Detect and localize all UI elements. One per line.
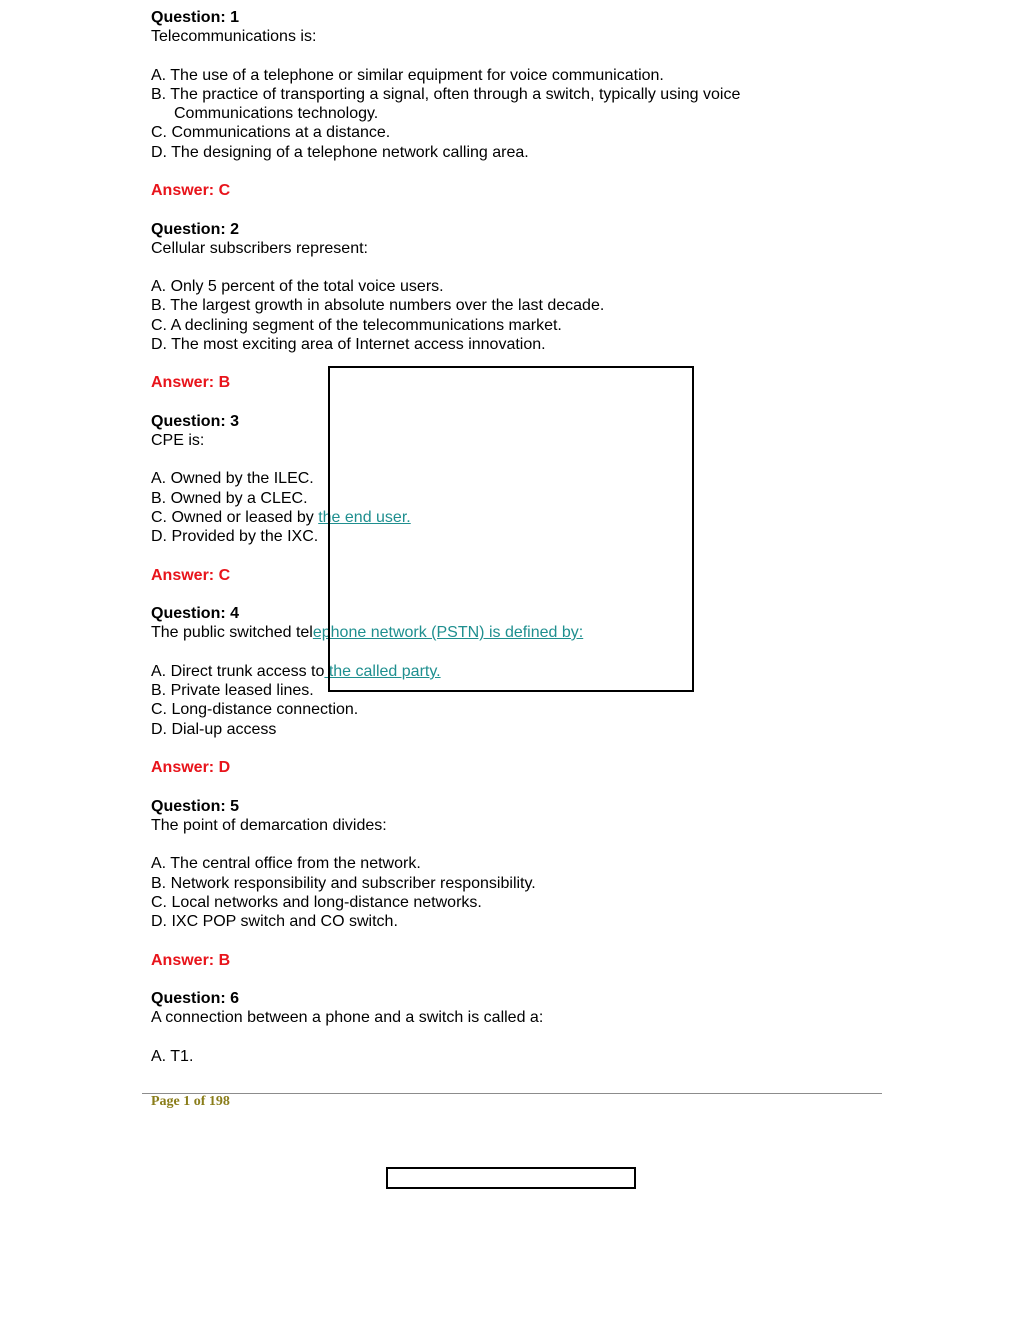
question-heading: Question: 3 bbox=[151, 413, 240, 430]
option-a: A. The central office from the network. bbox=[151, 855, 421, 872]
question-heading: Question: 6 bbox=[151, 990, 240, 1007]
option-a: A. Owned by the ILEC. bbox=[151, 470, 314, 487]
answer-label: Answer: D bbox=[151, 759, 231, 776]
option-b: B. Network responsibility and subscriber responsibility. bbox=[151, 875, 536, 892]
option-c-link[interactable]: the end user. bbox=[318, 509, 411, 526]
answer-label: Answer: C bbox=[151, 182, 231, 199]
answer-label: Answer: C bbox=[151, 567, 231, 584]
question-heading: Question: 5 bbox=[151, 798, 240, 815]
empty-box bbox=[386, 1167, 636, 1189]
option-c: C. Long-distance connection. bbox=[151, 701, 359, 718]
option-c: C. A declining segment of the telecommunications market. bbox=[151, 317, 562, 334]
option-a-text: A. Direct trunk access to bbox=[151, 663, 325, 680]
option-a: A. Only 5 percent of the total voice users. bbox=[151, 278, 444, 295]
option-c-text: C. Owned or leased by bbox=[151, 509, 319, 526]
option-a: A. The use of a telephone or similar equipment for voice communication. bbox=[151, 67, 664, 84]
option-a: A. T1. bbox=[151, 1048, 194, 1065]
question-prompt-link[interactable]: ephone network (PSTN) is defined by: bbox=[312, 624, 584, 641]
question-prompt: A connection between a phone and a switch is called a: bbox=[151, 1009, 544, 1026]
question-prompt-text: The public switched tel bbox=[151, 624, 313, 641]
question-heading: Question: 2 bbox=[151, 221, 240, 238]
answer-label: Answer: B bbox=[151, 374, 231, 391]
option-d: D. Dial-up access bbox=[151, 721, 277, 738]
question-prompt: Cellular subscribers represent: bbox=[151, 240, 368, 257]
option-b: B. The practice of transporting a signal, often through a switch, typically using voice bbox=[151, 86, 741, 103]
question-prompt: The point of demarcation divides: bbox=[151, 817, 387, 834]
option-b: B. Owned by a CLEC. bbox=[151, 490, 308, 507]
option-c: C. Communications at a distance. bbox=[151, 124, 391, 141]
option-b-continuation: Communications technology. bbox=[174, 105, 379, 122]
option-a-link[interactable]: the called party. bbox=[324, 663, 441, 680]
annotation-frame bbox=[328, 366, 694, 692]
option-b: B. The largest growth in absolute numbers over the last decade. bbox=[151, 297, 605, 314]
page-number: Page 1 of 198 bbox=[151, 1094, 230, 1109]
option-b: B. Private leased lines. bbox=[151, 682, 314, 699]
question-heading: Question: 4 bbox=[151, 605, 240, 622]
question-heading: Question: 1 bbox=[151, 9, 240, 26]
question-prompt: Telecommunications is: bbox=[151, 28, 317, 45]
option-d: D. The most exciting area of Internet access innovation. bbox=[151, 336, 546, 353]
footer-divider bbox=[142, 1093, 882, 1094]
option-c: C. Local networks and long-distance networks. bbox=[151, 894, 482, 911]
option-d: D. Provided by the IXC. bbox=[151, 528, 319, 545]
option-d: D. IXC POP switch and CO switch. bbox=[151, 913, 398, 930]
option-d: D. The designing of a telephone network calling area. bbox=[151, 144, 529, 161]
answer-label: Answer: B bbox=[151, 952, 231, 969]
question-prompt: CPE is: bbox=[151, 432, 205, 449]
